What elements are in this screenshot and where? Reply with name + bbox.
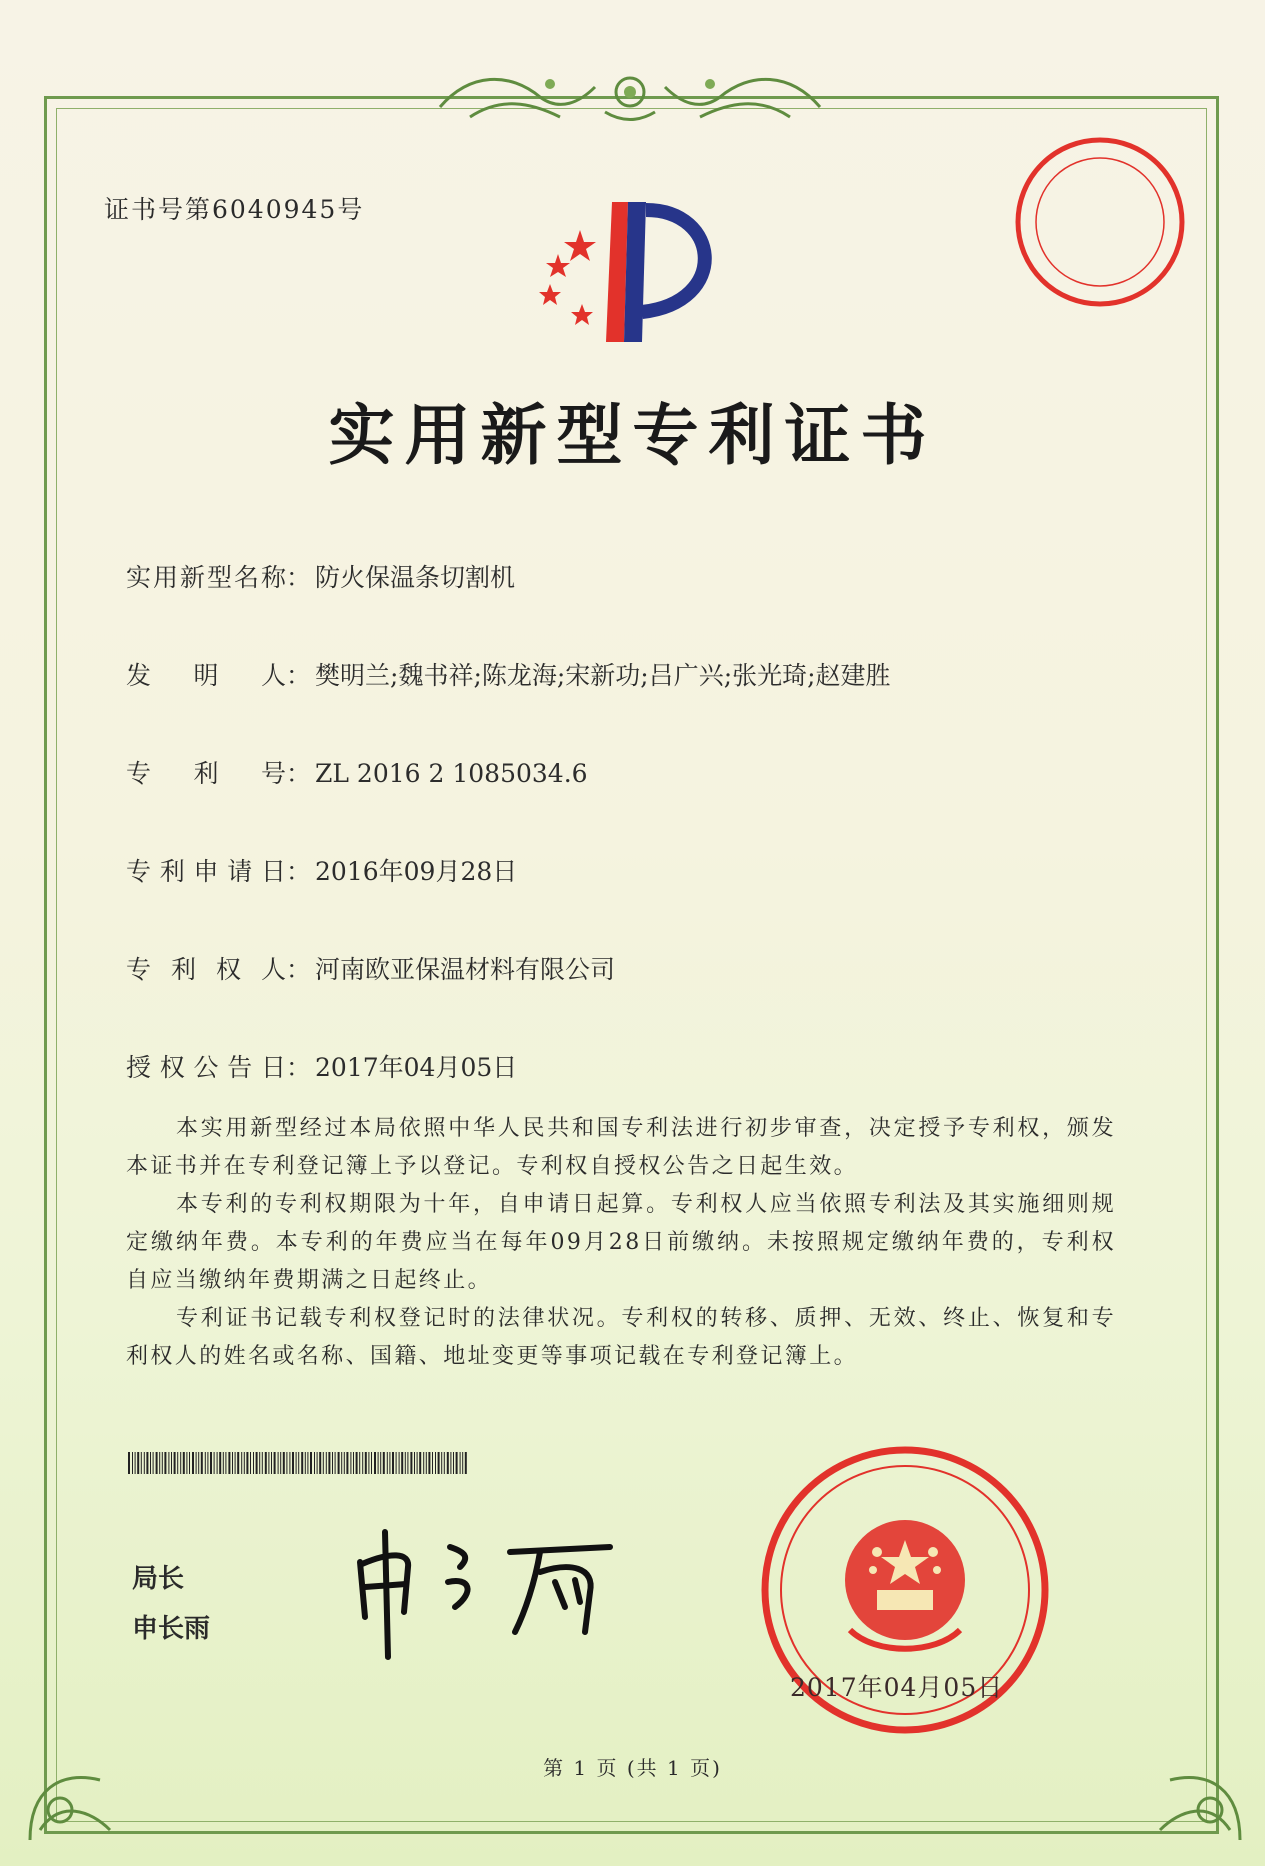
- field-value: 樊明兰;魏书祥;陈龙海;宋新功;吕广兴;张光琦;赵建胜: [315, 661, 891, 690]
- cnipa-emblem-icon: [520, 192, 740, 362]
- certificate-body: [126, 1110, 1116, 1376]
- field-application-date: 专利申请日： 2016年09月28日: [126, 852, 517, 888]
- bottom-right-ornament-icon: [1130, 1730, 1250, 1850]
- field-label: 授权公告日: [126, 1053, 286, 1082]
- signatory-name: 申长雨: [132, 1614, 211, 1644]
- field-patentee: 专利权人： 河南欧亚保温材料有限公司: [126, 950, 615, 986]
- field-label: 发明人: [126, 661, 286, 690]
- tax-stamp-seal-icon: [1010, 132, 1190, 312]
- seal-date-overprint: 2017年04月05日: [790, 1673, 1004, 1702]
- field-value: 河南欧亚保温材料有限公司: [315, 955, 616, 984]
- field-value: 防火保温条切割机: [315, 563, 516, 592]
- field-value: ZL 2016 2 1085034.6: [315, 759, 588, 788]
- page-number: 第 1 页 (共 1 页): [543, 1756, 722, 1780]
- field-utility-model-name: 实用新型名称： 防火保温条切割机: [126, 558, 515, 594]
- bottom-left-ornament-icon: [20, 1730, 140, 1850]
- certificate-title: 实用新型专利证书: [328, 396, 937, 474]
- field-value: 2017年04月05日: [315, 1053, 518, 1082]
- handwritten-signature-icon: [340, 1522, 640, 1662]
- body-paragraph-2: 本专利的专利权期限为十年，自申请日起算。专利权人应当依照专利法及其实施细则规定缴纳年费。本专利的年费应当在每年09月28日前缴纳。未按照规定缴纳年费的，专利权自应当缴纳年费期满之日起终止。: [126, 1192, 1116, 1293]
- field-label: 专利权人: [126, 955, 286, 984]
- field-patent-number: 专利号： ZL 2016 2 1085034.6: [126, 754, 588, 790]
- body-paragraph-3: 专利证书记载专利权登记时的法律状况。专利权的转移、质押、无效、终止、恢复和专利权人的姓名或名称、国籍、地址变更等事项记载在专利登记簿上。: [126, 1306, 1116, 1369]
- field-label: 专利申请日: [126, 857, 286, 886]
- barcode-icon: [128, 1452, 468, 1474]
- certificate-number: 证书号第6040945号: [104, 195, 365, 224]
- body-paragraph-1: 本实用新型经过本局依照中华人民共和国专利法进行初步审查，决定授予专利权，颁发本证书并在专利登记簿上予以登记。专利权自授权公告之日起生效。: [126, 1116, 1116, 1179]
- field-label: 专利号: [126, 759, 286, 788]
- field-label: 实用新型名称: [126, 563, 286, 592]
- signatory-title: 局长: [132, 1564, 185, 1594]
- field-value: 2016年09月28日: [315, 857, 518, 886]
- field-inventors: 发明人： 樊明兰;魏书祥;陈龙海;宋新功;吕广兴;张光琦;赵建胜: [126, 656, 891, 692]
- field-grant-date: 授权公告日： 2017年04月05日: [126, 1048, 517, 1084]
- top-ornament-icon: [430, 62, 830, 132]
